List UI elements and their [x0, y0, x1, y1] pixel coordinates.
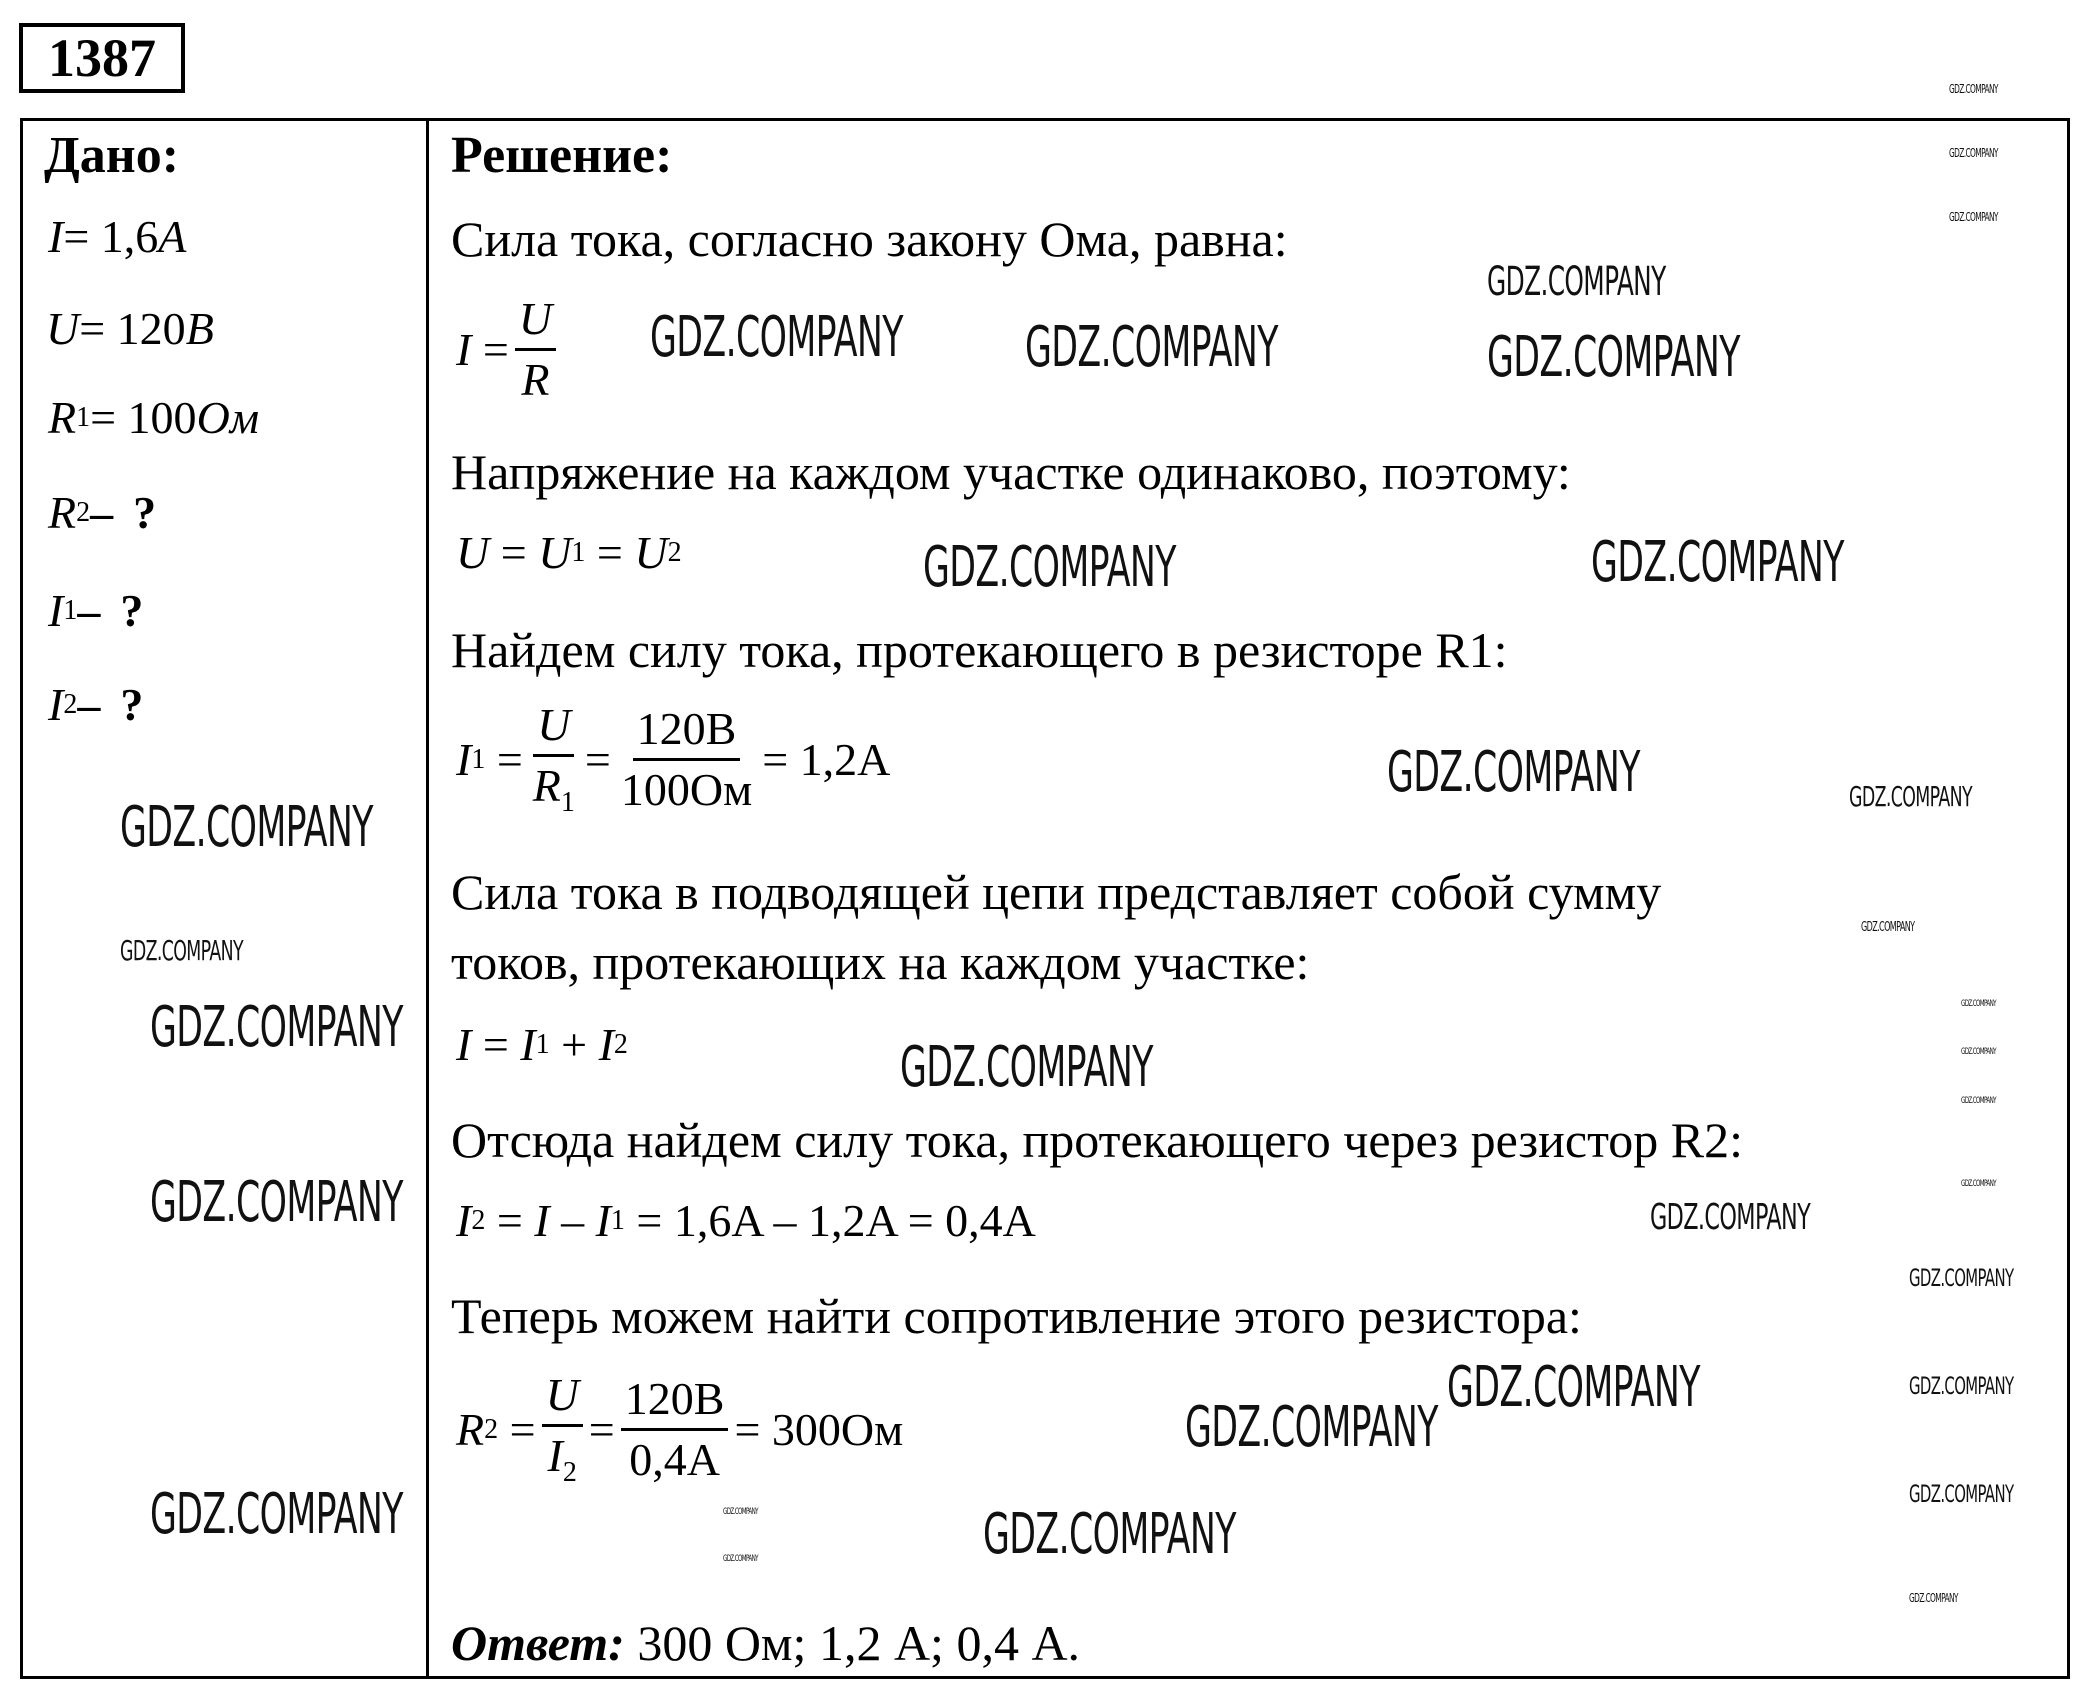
- watermark-text: GDZ.COMPANY: [1185, 1395, 1438, 1460]
- watermark-text: GDZ.COMPANY: [900, 1035, 1153, 1100]
- watermark-text: GDZ.COMPANY: [150, 995, 403, 1060]
- watermark-text: GDZ.COMPANY: [1387, 740, 1640, 805]
- watermark-text: GDZ.COMPANY: [1949, 146, 1998, 160]
- watermark-text: GDZ.COMPANY: [1591, 530, 1844, 595]
- column-divider: [426, 118, 429, 1679]
- text-sum-2: токов, протекающих на каждом участке:: [451, 934, 1310, 990]
- watermark-text: GDZ.COMPANY: [1949, 82, 1998, 96]
- watermark-text: GDZ.COMPANY: [1650, 1197, 1811, 1238]
- watermark-text: GDZ.COMPANY: [723, 1554, 758, 1564]
- eq-i2: I 2 = I – I 1 = 1,6A – 1,2A = 0,4A: [456, 1195, 1036, 1246]
- watermark-text: GDZ.COMPANY: [120, 795, 373, 860]
- solution-heading: Решение:: [451, 127, 673, 184]
- unknown-r2: R 2 – ?: [48, 487, 157, 538]
- watermark-text: GDZ.COMPANY: [923, 535, 1176, 600]
- given-r1: R 1 = 100 Ом: [48, 392, 260, 443]
- watermark-text: GDZ.COMPANY: [650, 305, 903, 370]
- given-voltage: U = 120 B: [46, 303, 214, 354]
- text-find-i1: Найдем силу тока, протекающего в резисторе R1:: [451, 622, 1508, 678]
- text-ohm-law: Сила тока, согласно закону Ома, равна:: [451, 211, 1288, 267]
- watermark-text: GDZ.COMPANY: [1909, 1372, 2014, 1400]
- watermark-text: GDZ.COMPANY: [1961, 1179, 1996, 1189]
- watermark-text: GDZ.COMPANY: [1961, 1096, 1996, 1106]
- eq-ohm: I = $\frac{U}{R}$: [456, 296, 562, 403]
- text-find-i2: Отсюда найдем силу тока, протекающего через резистор R2:: [451, 1112, 1744, 1168]
- watermark-text: GDZ.COMPANY: [983, 1502, 1236, 1567]
- problem-number: 1387: [19, 23, 185, 93]
- text-voltages: Напряжение на каждом участке одинаково, поэтому:: [451, 444, 1571, 500]
- watermark-text: GDZ.COMPANY: [1909, 1480, 2014, 1508]
- watermark-text: GDZ.COMPANY: [1849, 780, 1973, 813]
- watermark-text: GDZ.COMPANY: [1861, 920, 1915, 935]
- unknown-i1: I 1 – ?: [48, 585, 144, 636]
- watermark-text: GDZ.COMPANY: [723, 1507, 758, 1517]
- watermark-text: GDZ.COMPANY: [1487, 325, 1740, 390]
- eq-sum: I = I 1 + I 2: [456, 1019, 628, 1070]
- eq-i1: I 1 = $\frac{U}{R_1}$ = $\frac{120B}{100Ом}$ = 1,2A: [456, 699, 891, 818]
- watermark-text: GDZ.COMPANY: [1909, 1264, 2014, 1292]
- watermark-text: GDZ.COMPANY: [1949, 210, 1998, 224]
- watermark-text: GDZ.COMPANY: [1487, 259, 1666, 305]
- given-current: I = 1,6 A: [48, 211, 187, 262]
- watermark-text: GDZ.COMPANY: [150, 1170, 403, 1235]
- watermark-text: GDZ.COMPANY: [1447, 1355, 1700, 1420]
- given-heading: Дано:: [44, 127, 180, 184]
- answer: Ответ: 300 Ом; 1,2 А; 0,4 А.: [451, 1615, 1081, 1671]
- eq-voltages: U = U 1 = U 2: [456, 527, 682, 578]
- eq-r2: R 2 = $\frac{U}{I_2}$ = $\frac{120B}{0,4A}$ = 300Ом: [456, 1369, 904, 1488]
- text-find-r2: Теперь можем найти сопротивление этого резистора:: [451, 1288, 1582, 1344]
- watermark-text: GDZ.COMPANY: [1961, 999, 1996, 1009]
- watermark-text: GDZ.COMPANY: [1909, 1591, 1958, 1605]
- watermark-text: GDZ.COMPANY: [1025, 315, 1278, 380]
- unknown-i2: I 2 – ?: [48, 679, 144, 730]
- watermark-text: GDZ.COMPANY: [1961, 1047, 1996, 1057]
- watermark-text: GDZ.COMPANY: [150, 1482, 403, 1547]
- text-sum-1: Сила тока в подводящей цепи представляет собой сумму: [451, 864, 1662, 920]
- watermark-text: GDZ.COMPANY: [120, 934, 244, 967]
